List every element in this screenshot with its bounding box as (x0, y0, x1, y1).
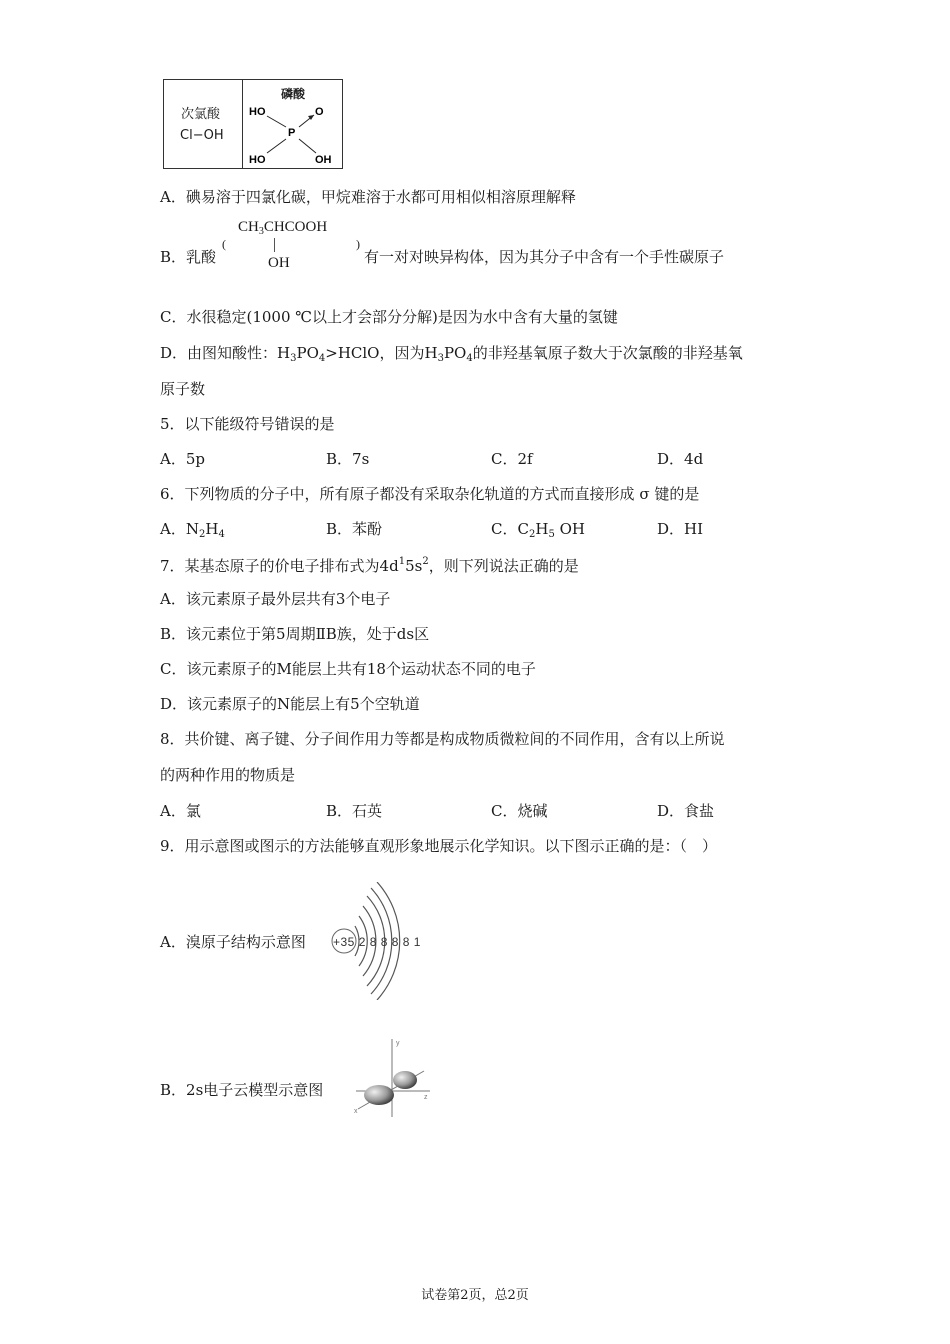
ho-top-atom: HO (249, 106, 266, 118)
bromine-atom-diagram (327, 882, 427, 1000)
q4-d-text-1: D．由图知酸性：H (160, 344, 291, 362)
q7-stem-sup-2: 2 (422, 556, 429, 567)
q6-stem: 6．下列物质的分子中，所有原子都没有采取杂化轨道的方式而直接形成 σ 键的是 (160, 485, 700, 503)
q4-option-d-cont: 原子数 (160, 380, 206, 398)
q6-a-sub-2: 4 (218, 529, 225, 540)
electron-cloud-diagram (352, 1035, 432, 1117)
q9-option-a: A．溴原子结构示意图 (160, 933, 306, 951)
q7-stem-text-2: 5s (405, 557, 423, 575)
q5-option-b: B．7s (326, 450, 370, 468)
q8-option-c: C．烧碱 (491, 802, 548, 820)
q6-c-text: C．C (491, 520, 529, 538)
q8-option-a: A．氯 (160, 802, 201, 820)
q4-d-text-4: PO (443, 344, 467, 362)
lactic-paren-close: ) (356, 237, 360, 251)
q6-c-sub-1: 2 (528, 529, 536, 540)
bromine-diagram-label: +35 2 8 8 8 8 1 (333, 935, 421, 949)
q7-stem-text-1: 7．某基态原子的价电子排布式为4d (160, 557, 399, 575)
q4-d-text-5: 的非羟基氧原子数大于次氯酸的非羟基氧 (472, 344, 743, 362)
q4-option-b-suffix: 有一对对映异构体，因为其分子中含有一个手性碳原子 (364, 248, 725, 266)
q7-option-c: C．该元素原子的M能层上共有18个运动状态不同的电子 (160, 660, 536, 678)
phosphoric-acid-label: 磷酸 (281, 87, 306, 101)
q4-d-sub-2: 4 (318, 353, 326, 364)
q6-option-a (160, 522, 225, 540)
q4-option-c: C．水很稳定(1000 ℃以上才会部分分解)是因为水中含有大量的氢键 (160, 308, 618, 326)
q6-c-sub-2: 5 (548, 529, 555, 540)
q7-option-b: B．该元素位于第5周期ⅡB族，处于ds区 (160, 625, 430, 643)
q6-a-h: H (205, 520, 219, 538)
q7-option-a: A．该元素原子最外层共有3个电子 (160, 590, 391, 608)
q7-stem (160, 557, 579, 574)
ho-bottom-atom: HO (249, 154, 266, 166)
lactic-formula-ch: CH (238, 219, 259, 235)
q6-c-h: H (535, 520, 549, 538)
q8-option-b: B．石英 (326, 802, 383, 820)
q6-a-sub-1: 2 (198, 529, 206, 540)
q6-option-b: B．苯酚 (326, 520, 383, 538)
q9-option-b: B．2s电子云模型示意图 (160, 1081, 324, 1099)
q4-d-text-3: >HClO，因为H (325, 344, 438, 362)
oh-bottom-atom: OH (315, 154, 332, 166)
lactic-formula-top (238, 220, 327, 237)
q8-stem-cont: 的两种作用的物质是 (160, 766, 296, 784)
lactic-formula-oh: OH (268, 255, 290, 271)
lactic-bond-line (274, 238, 275, 252)
q5-stem: 5．以下能级符号错误的是 (160, 415, 335, 433)
lactic-formula-sub: 3 (258, 226, 264, 237)
hypochlorous-acid-label: 次氯酸 (181, 107, 221, 122)
q4-d-sub-1: 3 (290, 353, 297, 364)
lactic-paren-open: ( (222, 237, 226, 251)
lactic-formula-rest: CHCOOH (263, 219, 328, 235)
svg-text:x: x (354, 1108, 358, 1115)
q7-stem-text-3: ，则下列说法正确的是 (428, 557, 579, 575)
q4-option-d (160, 346, 743, 364)
q4-option-b (160, 250, 216, 265)
phosphoric-acid-structure (243, 101, 343, 167)
q5-option-d: D．4d (657, 450, 704, 468)
q5-option-a: A．5p (160, 450, 205, 468)
q4-option-b-prefix: B．乳酸 (160, 248, 217, 266)
q4-d-sub-3: 3 (437, 353, 444, 364)
hypochlorous-acid-formula: Cl−OH (180, 128, 224, 143)
svg-text:y: y (396, 1040, 400, 1047)
q9-stem: 9．用示意图或图示的方法能够直观形象地展示化学知识。以下图示正确的是：（ ） (160, 837, 718, 855)
q6-c-oh: OH (554, 520, 585, 538)
q6-a-text: A．N (160, 520, 199, 538)
q5-option-c: C．2f (491, 450, 533, 468)
page-footer: 试卷第2页，总2页 (421, 1288, 529, 1303)
q7-stem-sup-1: 1 (398, 556, 406, 567)
q6-option-c (491, 522, 585, 540)
q4-d-text-2: PO (296, 344, 319, 362)
q4-option-a: A．碘易溶于四氯化碳，甲烷难溶于水都可用相似相溶原理解释 (160, 188, 576, 206)
q6-option-d: D．HI (657, 520, 704, 538)
q4-d-sub-4: 4 (466, 353, 473, 364)
p-atom: P (288, 127, 296, 139)
q7-option-d: D．该元素原子的N能层上有5个空轨道 (160, 695, 420, 713)
acid-structure-table (163, 79, 343, 169)
q8-option-d: D．食盐 (657, 802, 715, 820)
svg-text:z: z (424, 1094, 428, 1101)
q8-stem: 8．共价键、离子键、分子间作用力等都是构成物质微粒间的不同作用，含有以上所说 (160, 730, 725, 748)
o-atom: O (315, 106, 324, 118)
